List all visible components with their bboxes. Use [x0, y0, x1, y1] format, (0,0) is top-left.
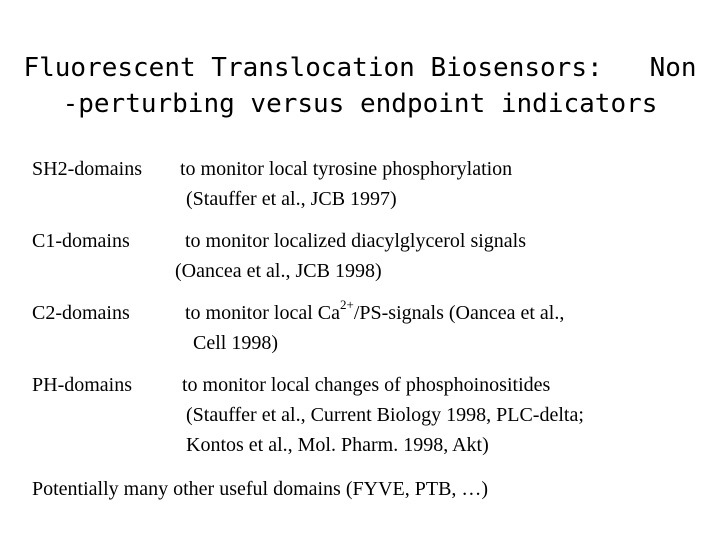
- desc-line: (Stauffer et al., Current Biology 1998, PLC-delta;: [186, 404, 584, 426]
- slide-title: [0, 50, 720, 122]
- superscript: 2+: [339, 297, 354, 313]
- title-line-1: Fluorescent Translocation Biosensors: Non: [23, 53, 697, 83]
- desc-ph-domains: [182, 370, 584, 460]
- term-c2-domains: C2-domains: [32, 302, 130, 324]
- desc-line: Kontos et al., Mol. Pharm. 1998, Akt): [186, 434, 489, 456]
- footer-note: Potentially many other useful domains (FYVE, PTB, …): [32, 478, 489, 500]
- desc-line: (Oancea et al., JCB 1998): [175, 260, 382, 282]
- term-sh2-domains: SH2-domains: [32, 158, 142, 180]
- desc-line: to monitor local tyrosine phosphorylation: [180, 158, 513, 180]
- desc-line: to monitor local changes of phosphoinositides: [182, 374, 551, 396]
- desc-line: Cell 1998): [193, 332, 278, 354]
- title-line-2: -perturbing versus endpoint indicators: [62, 89, 658, 119]
- term-ph-domains: PH-domains: [32, 374, 132, 396]
- desc-line: to monitor localized diacylglycerol signals: [185, 230, 527, 252]
- desc-c1-domains: [175, 226, 526, 286]
- desc-line: (Stauffer et al., JCB 1997): [186, 188, 397, 210]
- desc-c2-domains: [185, 298, 564, 358]
- desc-text: to monitor local Ca: [185, 302, 340, 324]
- desc-sh2-domains: [180, 154, 512, 214]
- desc-line: [185, 298, 564, 328]
- term-c1-domains: C1-domains: [32, 230, 130, 252]
- desc-text: /PS-signals (Oancea et al.,: [353, 302, 565, 324]
